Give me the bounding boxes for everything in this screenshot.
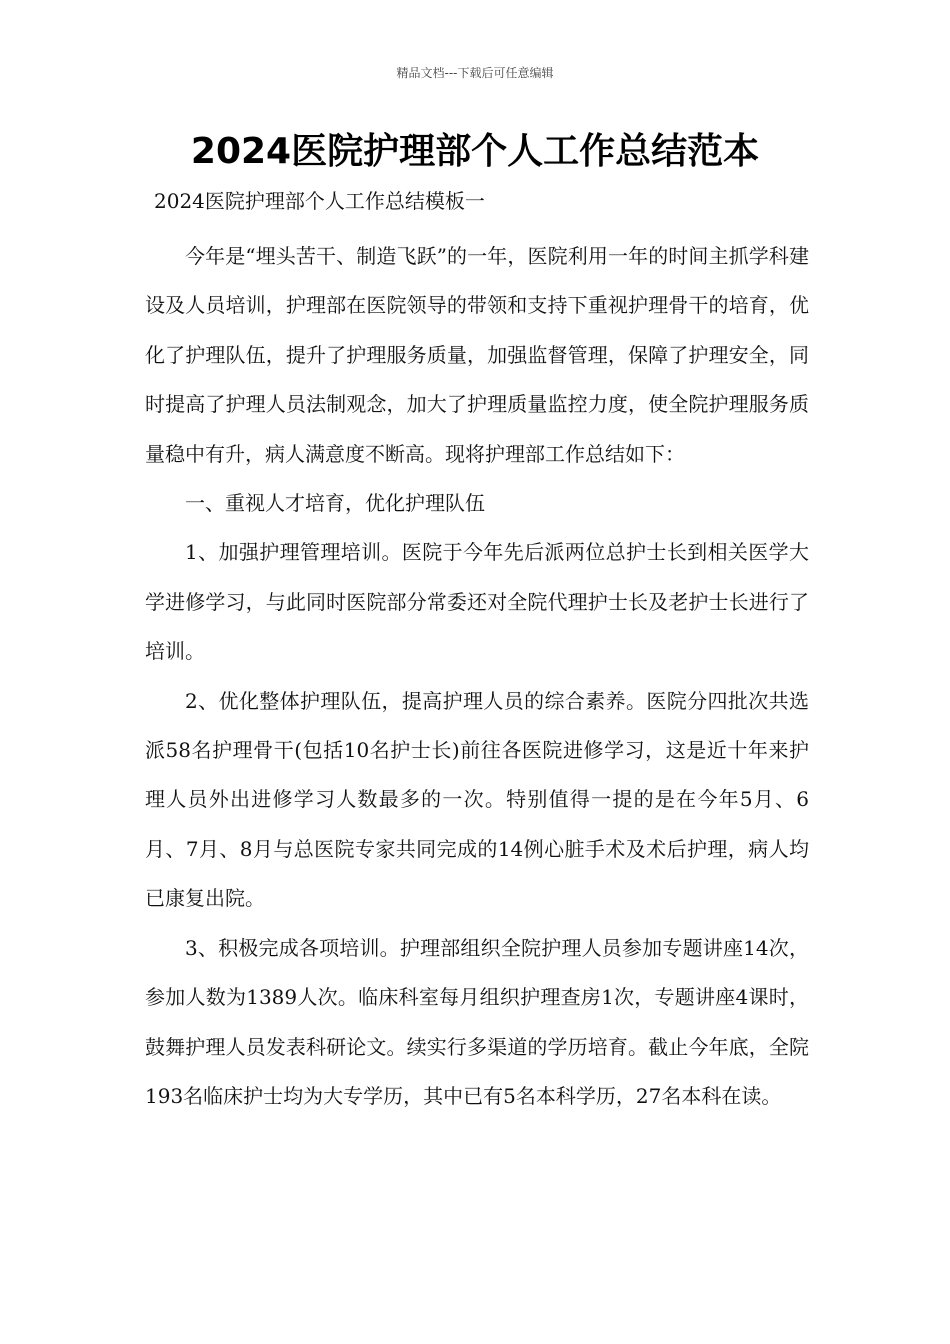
header-watermark: 精品文档---下载后可任意编辑 (396, 66, 554, 80)
paragraph-item-1: 1、加强护理管理培训。医院于今年先后派两位总护士长到相关医学大学进修学习，与此同时医院部分常委还对全院代理护士长及老护士长进行了培训。 (145, 540, 809, 664)
document-subtitle: 2024医院护理部个人工作总结模板一 (154, 189, 485, 213)
document-title: 2024医院护理部个人工作总结范本 (190, 131, 760, 172)
paragraph-intro: 今年是“埋头苦干、制造飞跃”的一年，医院利用一年的时间主抓学科建设及人员培训，护理部在医院领导的带领和支持下重视护理骨干的培育，优化了护理队伍，提升了护理服务质量，加强监督管理，保障了护理安全，同时提高了护理人员法制观念，加大了护理质量监控力度，使全院护理服务质量稳中有升，病人满意度不断高。现将护理部工作总结如下： (145, 244, 809, 466)
paragraph-item-2: 2、优化整体护理队伍，提高护理人员的综合素养。医院分四批次共选派58名护理骨干(包括10名护士长)前往各医院进修学习，这是近十年来护理人员外出进修学习人数最多的一次。特别值得一提的是在今年5月、6月、7月、8月与总医院专家共同完成的14例心脏手术及术后护理，病人均已康复出院。 (145, 688, 809, 911)
document-body (145, 232, 809, 1121)
paragraph-item-3: 3、积极完成各项培训。护理部组织全院护理人员参加专题讲座14次，参加人数为1389人次。临床科室每月组织护理查房1次，专题讲座4课时，鼓舞护理人员发表科研论文。续实行多渠道的学历培育。截止今年底，全院193名临床护士均为大专学历，其中已有5名本科学历，27名本科在读。 (145, 935, 809, 1108)
section-heading-1: 一、重视人才培育，优化护理队伍 (185, 491, 485, 516)
